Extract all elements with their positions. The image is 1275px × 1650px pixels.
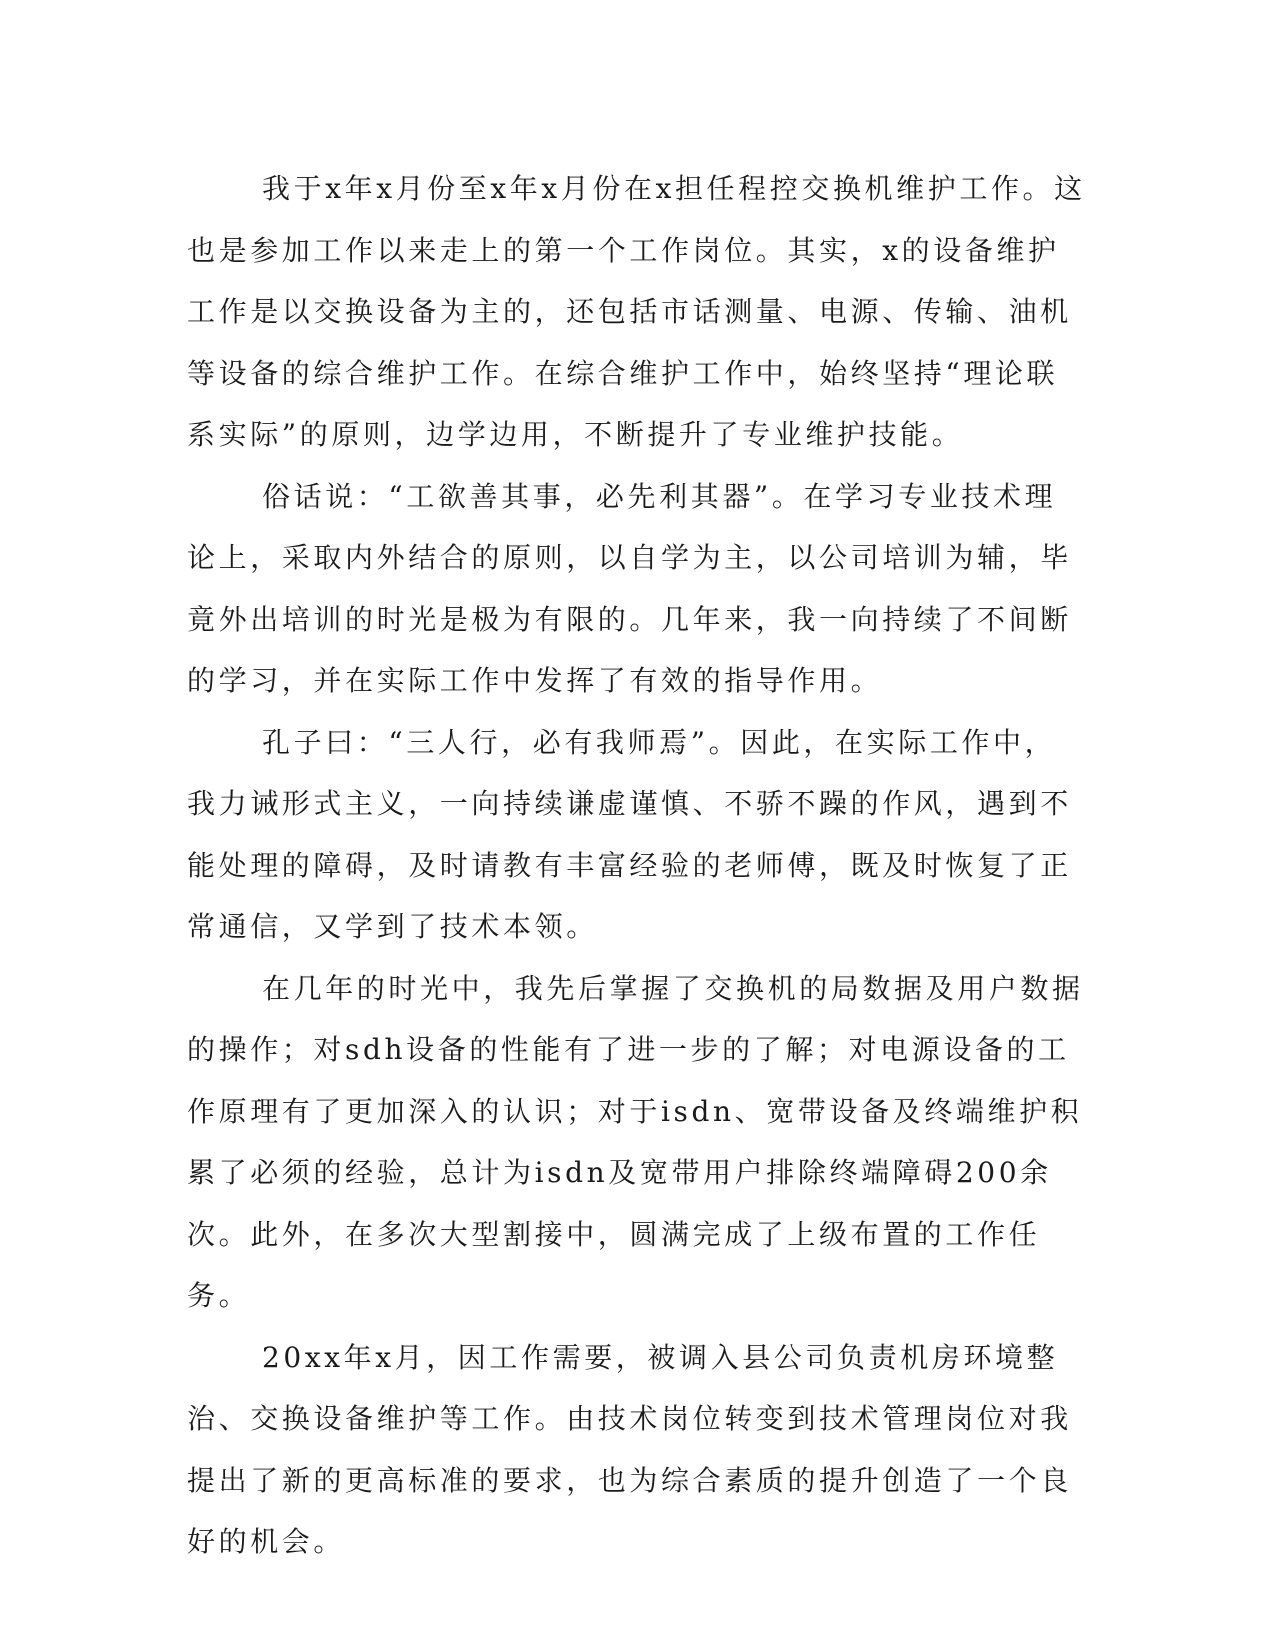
paragraph-2: 俗话说：“工欲善其事，必先利其器”。在学习专业技术理论上，采取内外结合的原则，以自学为主，以公司培训为辅，毕竟外出培训的时光是极为有限的。几年来，我一向持续了不间断的学习，并在实际工作中发挥了有效的指导作用。	[187, 479, 1072, 697]
paragraph-4: 在几年的时光中，我先后掌握了交换机的局数据及用户数据的操作；对sdh设备的性能有了进一步的了解；对电源设备的工作原理有了更加深入的认识；对于isdn、宽带设备及终端维护积累了必须的经验，总计为isdn及宽带用户排除终端障碍200余次。此外，在多次大型割接中，圆满完成了上级布置的工作任务。	[187, 971, 1084, 1312]
paragraph-1: 我于x年x月份至x年x月份在x担任程控交换机维护工作。这也是参加工作以来走上的第一个工作岗位。其实，x的设备维护工作是以交换设备为主的，还包括市话测量、电源、传输、油机等设备的综合维护工作。在综合维护工作中，始终坚持“理论联系实际”的原则，边学边用，不断提升了专业维护技能。	[187, 172, 1086, 451]
paragraph-5: 20xx年x月，因工作需要，被调入县公司负责机房环境整治、交换设备维护等工作。由技术岗位转变到技术管理岗位对我提出了新的更高标准的要求，也为综合素质的提升创造了一个良好的机会。	[187, 1340, 1072, 1558]
document-body	[187, 158, 1087, 1573]
paragraph-3: 孔子曰：“三人行，必有我师焉”。因此，在实际工作中，我力诫形式主义，一向持续谦虚谨慎、不骄不躁的作风，遇到不能处理的障碍，及时请教有丰富经验的老师傅，既及时恢复了正常通信，又学到了技术本领。	[187, 725, 1072, 943]
